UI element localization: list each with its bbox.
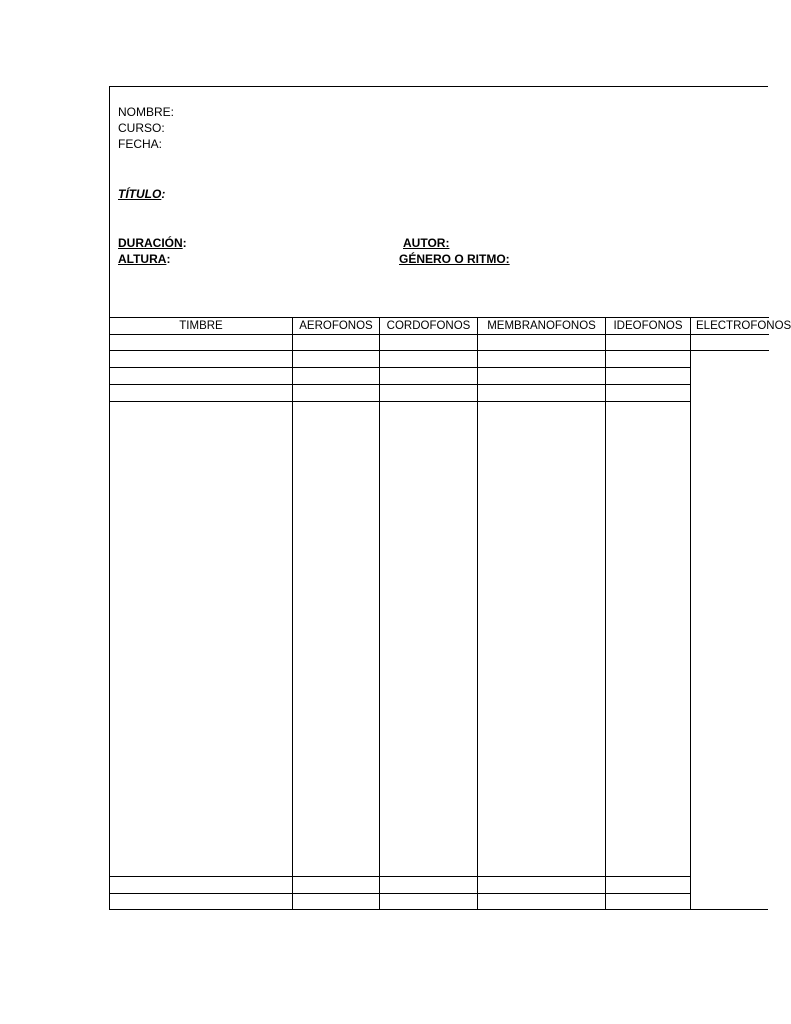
column-header-cordofonos: CORDOFONOS <box>386 320 471 332</box>
column-header-ideofonos: IDEOFONOS <box>613 320 683 332</box>
column-header-electrofonos: ELECTROFONOS <box>696 320 791 332</box>
nombre-label: NOMBRE: <box>118 105 175 119</box>
genero-label: GÉNERO O RITMO: <box>399 252 510 266</box>
duracion-label: DURACIÓN <box>118 236 183 250</box>
column-header-timbre: TIMBRE <box>179 320 223 332</box>
titulo-colon: : <box>161 187 166 201</box>
altura-label: ALTURA <box>118 252 167 266</box>
row-4-border <box>110 401 691 402</box>
worksheet-form <box>109 86 791 910</box>
row-6-border <box>110 893 691 894</box>
row-3-border <box>110 384 691 385</box>
duracion-colon: : <box>182 236 187 250</box>
altura-colon: : <box>166 252 171 266</box>
column-divider-2 <box>379 317 380 910</box>
fecha-label: FECHA: <box>118 137 163 151</box>
column-divider-4 <box>605 317 606 910</box>
autor-label: AUTOR: <box>403 236 450 250</box>
header-row-border <box>110 334 769 335</box>
duracion-field <box>118 236 187 250</box>
column-header-aerofonos: AEROFONOS <box>299 320 373 332</box>
titulo-field <box>118 187 165 201</box>
row-2-border <box>110 367 691 368</box>
column-divider-3 <box>477 317 478 910</box>
titulo-label: TÍTULO <box>118 187 162 201</box>
altura-field <box>118 252 170 266</box>
column-header-membranofonos: MEMBRANOFONOS <box>487 320 596 332</box>
column-divider-1 <box>292 317 293 910</box>
curso-label: CURSO: <box>118 121 165 135</box>
row-5-border <box>110 876 691 877</box>
row-1-border <box>110 350 769 351</box>
column-divider-5 <box>690 317 691 910</box>
